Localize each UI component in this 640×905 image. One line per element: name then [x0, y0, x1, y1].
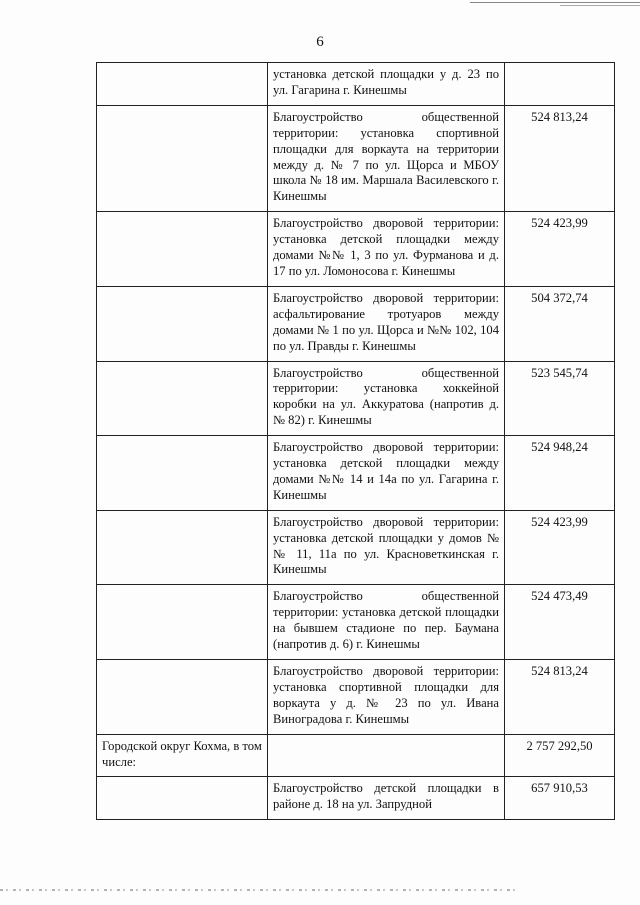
- amount-cell: 524 948,24: [505, 436, 615, 511]
- amount-cell: 524 423,99: [505, 212, 615, 287]
- description-cell: [268, 734, 505, 777]
- municipality-cell: [97, 777, 268, 820]
- municipality-cell: [97, 212, 268, 287]
- description-cell: установка детской площадки у д. 23 по ул. Гагарина г. Кинешмы: [268, 63, 505, 106]
- description-cell: Благоустройство общественной территории: установка спортивной площадки для воркаута на территории между д. № 7 по ул. Щорса и МБОУ школа № 18 им. Маршала Василевского г. Кинешмы: [268, 105, 505, 211]
- amount-cell: 2 757 292,50: [505, 734, 615, 777]
- page-number: 6: [316, 34, 324, 50]
- scan-artifact-bottom-noise: [0, 889, 520, 891]
- amount-cell: 524 423,99: [505, 510, 615, 585]
- scan-artifact-top-line: [470, 2, 640, 3]
- description-cell: Благоустройство дворовой территории: установка детской площадки между домами №№ 1, 3 по ул. Фурманова и д. 17 по ул. Ломоносова г. Кинешмы: [268, 212, 505, 287]
- amount-cell: [505, 63, 615, 106]
- amount-cell: 524 813,24: [505, 660, 615, 735]
- municipality-cell: [97, 286, 268, 361]
- table-row: [97, 510, 615, 585]
- scan-artifact-top-line-2: [560, 5, 640, 6]
- amount-cell: 524 473,49: [505, 585, 615, 660]
- table-row: [97, 660, 615, 735]
- table-row: [97, 777, 615, 820]
- table-row: [97, 105, 615, 211]
- table-row: [97, 436, 615, 511]
- municipality-cell: [97, 585, 268, 660]
- description-cell: Благоустройство детской площадки в районе д. 18 на ул. Запрудной: [268, 777, 505, 820]
- amount-cell: 657 910,53: [505, 777, 615, 820]
- table-row: [97, 585, 615, 660]
- description-cell: Благоустройство дворовой территории: установка детской площадки у домов №№ 11, 11а по ул. Красноветкинская г. Кинешмы: [268, 510, 505, 585]
- table-row: [97, 286, 615, 361]
- table-row-subtotal: [97, 734, 615, 777]
- table-row: [97, 63, 615, 106]
- municipality-cell: [97, 105, 268, 211]
- municipality-cell: [97, 660, 268, 735]
- description-cell: Благоустройство дворовой территории: асфальтирование тротуаров между домами № 1 по ул. Щорса и №№ 102, 104 по ул. Правды г. Кинешмы: [268, 286, 505, 361]
- municipality-cell: Городской округ Кохма, в том числе:: [97, 734, 268, 777]
- description-cell: Благоустройство дворовой территории: установка детской площадки между домами №№ 14 и 14а по ул. Гагарина г. Кинешмы: [268, 436, 505, 511]
- description-cell: Благоустройство общественной территории: установка детской площадки на бывшем стадионе по пер. Баумана (напротив д. 6) г. Кинешмы: [268, 585, 505, 660]
- amount-cell: 524 813,24: [505, 105, 615, 211]
- amount-cell: 523 545,74: [505, 361, 615, 436]
- table-row: [97, 212, 615, 287]
- description-cell: Благоустройство общественной территории: установка хоккейной коробки на ул. Аккуратова (напротив д. № 82) г. Кинешмы: [268, 361, 505, 436]
- table-row: [97, 361, 615, 436]
- description-cell: Благоустройство дворовой территории: установка спортивной площадки для воркаута у д. № 23 по ул. Ивана Виноградова г. Кинешмы: [268, 660, 505, 735]
- municipality-cell: [97, 361, 268, 436]
- municipality-cell: [97, 436, 268, 511]
- funding-table: [96, 62, 615, 820]
- municipality-cell: [97, 510, 268, 585]
- municipality-cell: [97, 63, 268, 106]
- amount-cell: 504 372,74: [505, 286, 615, 361]
